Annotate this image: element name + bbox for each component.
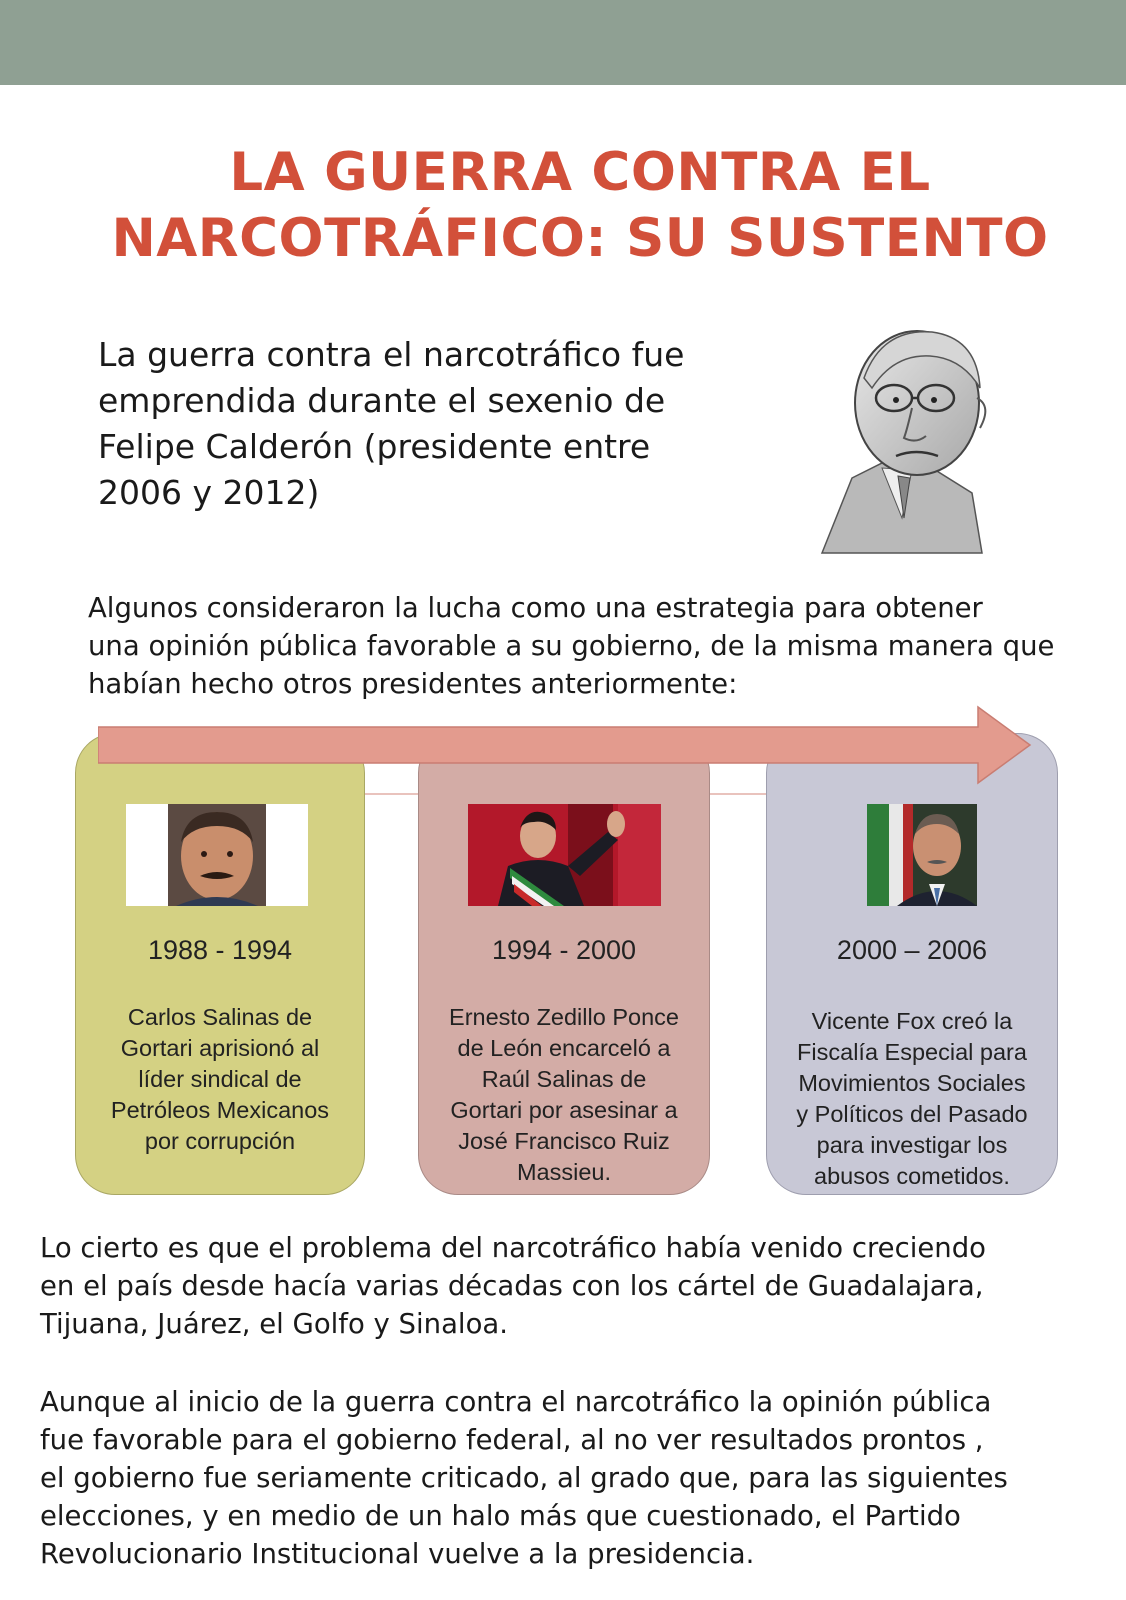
intro-paragraph: [98, 332, 798, 516]
salinas-photo: [126, 804, 308, 906]
fox-photo: [867, 804, 977, 906]
aunque-paragraph: [40, 1383, 1115, 1573]
desc-line: Petróleos Mexicanos: [110, 1097, 330, 1123]
intro-line: emprendida durante el sexenio de: [98, 381, 666, 420]
text-line: Lo cierto es que el problema del narcotráfico había venido creciendo: [40, 1232, 986, 1264]
cierto-paragraph: [40, 1229, 1110, 1343]
text-line: Revolucionario Institucional vuelve a la presidencia.: [40, 1538, 755, 1570]
card-years: 1988 - 1994: [147, 935, 293, 965]
page-title: [60, 140, 1100, 272]
desc-line: para investigar los: [816, 1132, 1008, 1158]
title-line-1: LA GUERRA CONTRA EL: [229, 142, 931, 203]
text-line: una opinión pública favorable a su gobierno, de la misma manera que: [88, 630, 1055, 662]
intro-line: La guerra contra el narcotráfico fue: [98, 335, 685, 374]
title-line-2: NARCOTRÁFICO: SU SUSTENTO: [111, 208, 1049, 269]
desc-line: Massieu.: [516, 1159, 612, 1185]
text-line: fue favorable para el gobierno federal, al no ver resultados prontos ,: [40, 1424, 984, 1456]
text-line: habían hecho otros presidentes anteriormente:: [88, 668, 738, 700]
card-years: 1994 - 2000: [491, 935, 637, 965]
desc-line: de León encarceló a: [457, 1035, 671, 1061]
desc-line: Ernesto Zedillo Ponce: [449, 1004, 679, 1030]
intro-line: Felipe Calderón (presidente entre: [98, 427, 651, 466]
desc-line: Gortari aprisionó al: [120, 1035, 320, 1061]
desc-line: Vicente Fox creó la: [811, 1008, 1013, 1034]
desc-line: Raúl Salinas de: [481, 1066, 647, 1092]
text-line: Aunque al inicio de la guerra contra el narcotráfico la opinión pública: [40, 1386, 992, 1418]
timeline-arrow-shape: [98, 707, 1030, 783]
desc-line: José Francisco Ruiz: [458, 1128, 670, 1154]
top-band: [0, 0, 1126, 85]
intro-line: 2006 y 2012): [98, 473, 320, 512]
calderon-caricature-image: [812, 318, 1002, 558]
desc-line: Fiscalía Especial para: [797, 1039, 1027, 1065]
desc-line: Gortari por asesinar a: [450, 1097, 678, 1123]
desc-line: Movimientos Sociales: [798, 1070, 1026, 1096]
zedillo-photo: [468, 804, 661, 906]
desc-line: por corrupción: [144, 1128, 296, 1154]
desc-line: Carlos Salinas de: [127, 1004, 313, 1030]
timeline-card-salinas: [75, 733, 365, 1195]
card-description: [429, 1002, 699, 1188]
text-line: Tijuana, Juárez, el Golfo y Sinaloa.: [40, 1308, 508, 1340]
timeline-card-fox: [766, 733, 1058, 1195]
desc-line: y Políticos del Pasado: [796, 1101, 1028, 1127]
desc-line: abusos cometidos.: [814, 1163, 1010, 1189]
timeline-card-zedillo: [418, 733, 710, 1195]
card-description: [86, 1002, 354, 1157]
desc-line: líder sindical de: [138, 1066, 302, 1092]
text-line: en el país desde hacía varias décadas con los cártel de Guadalajara,: [40, 1270, 984, 1302]
text-line: elecciones, y en medio de un halo más que cuestionado, el Partido: [40, 1500, 961, 1532]
text-line: Algunos consideraron la lucha como una estrategia para obtener: [88, 592, 983, 624]
timeline-arrow: [98, 705, 1033, 785]
text-line: el gobierno fue seriamente criticado, al grado que, para las siguientes: [40, 1462, 1008, 1494]
algunos-paragraph: [88, 589, 1108, 703]
card-description: [777, 1006, 1047, 1192]
card-years: 2000 – 2006: [836, 935, 988, 965]
